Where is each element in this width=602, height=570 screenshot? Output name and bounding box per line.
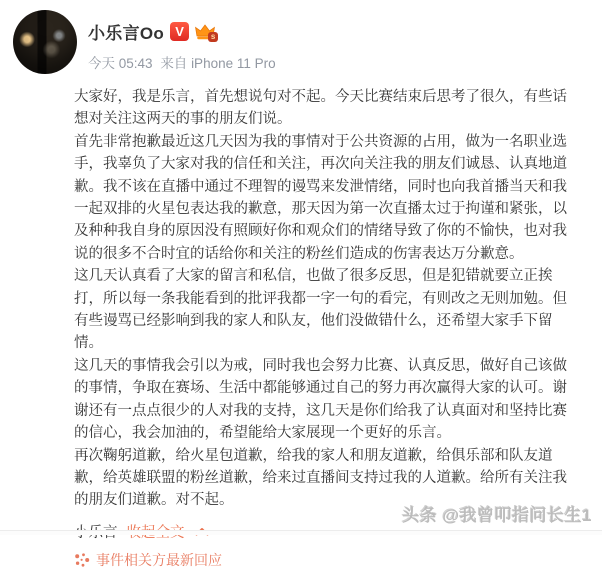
related-response-label[interactable]: 事件相关方最新回应 [96, 551, 222, 568]
post-paragraph: 这几天认真看了大家的留言和私信，也做了很多反思，但是犯错就要立正挨打，所以每一条我能看到的批评我都一字一句的看完，有则改之无则加勉。但有些谩骂已经影响到我的家人和队友，他们没做错什么，还希望大家手下留情。 [74, 268, 567, 352]
name-row [88, 19, 276, 44]
post-paragraph: 再次鞠躬道歉，给火星包道歉，给我的家人和朋友道歉，给俱乐部和队友道歉，给英雄联盟的粉丝道歉，给来过直播间支持过我的人道歉。给所有关注我的朋友们道歉。对不起。 [74, 447, 567, 509]
verified-v-icon: V [170, 22, 189, 41]
post-paragraph: 这几天的事情我会引以为戒，同时我也会努力比赛、认真反思，做好自己该做的事情，争取在赛场、生活中都能够通过自己的努力再次赢得大家的认可。谢谢还有一点点很少的人对我的支持，这几天是你们给我了认真面对和坚持比赛的信心，我会加油的，希望能给大家展现一个更好的乐言。 [74, 357, 567, 442]
related-response-link[interactable] [74, 550, 578, 570]
post-body [74, 86, 580, 512]
hot-topic-dots-icon [74, 552, 90, 568]
post-source[interactable]: 来自 iPhone 11 Pro [160, 56, 276, 71]
post-time: 今天 05:43 [88, 56, 153, 71]
bottom-divider [0, 530, 602, 535]
svip-level-label: s [208, 32, 218, 42]
watermark: 头条 @我曾叩指问长生1 [402, 506, 592, 525]
post-meta [88, 52, 276, 72]
post-paragraph: 首先非常抱歉最近这几天因为我的事情对于公共资源的占用，做为一名职业选手，我辜负了大家对我的信任和关注，再次向关注我的朋友们诚恳、认真地道歉。我不该在直播中通过不理智的谩骂来发泄情绪，同时也向我首播当天和我一起双排的火星包表达我的歉意，那天因为第一次直播太过于拘谨和紧张，以及种种我自身的原因没有照顾好你和观众们的情绪导致了你的不愉快，也对我说的很多不合时宜的话给你和关注的粉丝们造成的伤害表达万分歉意。 [74, 133, 567, 262]
header-info [88, 10, 276, 74]
username[interactable]: 小乐言Oo [88, 24, 165, 43]
post-paragraph: 大家好，我是乐言，首先想说句对不起。今天比赛结束后思考了很久，有些话想对关注这两天的事的朋友们说。 [74, 89, 567, 128]
avatar[interactable] [13, 10, 77, 74]
svip-crown-icon [194, 22, 216, 42]
post-header [0, 10, 602, 74]
